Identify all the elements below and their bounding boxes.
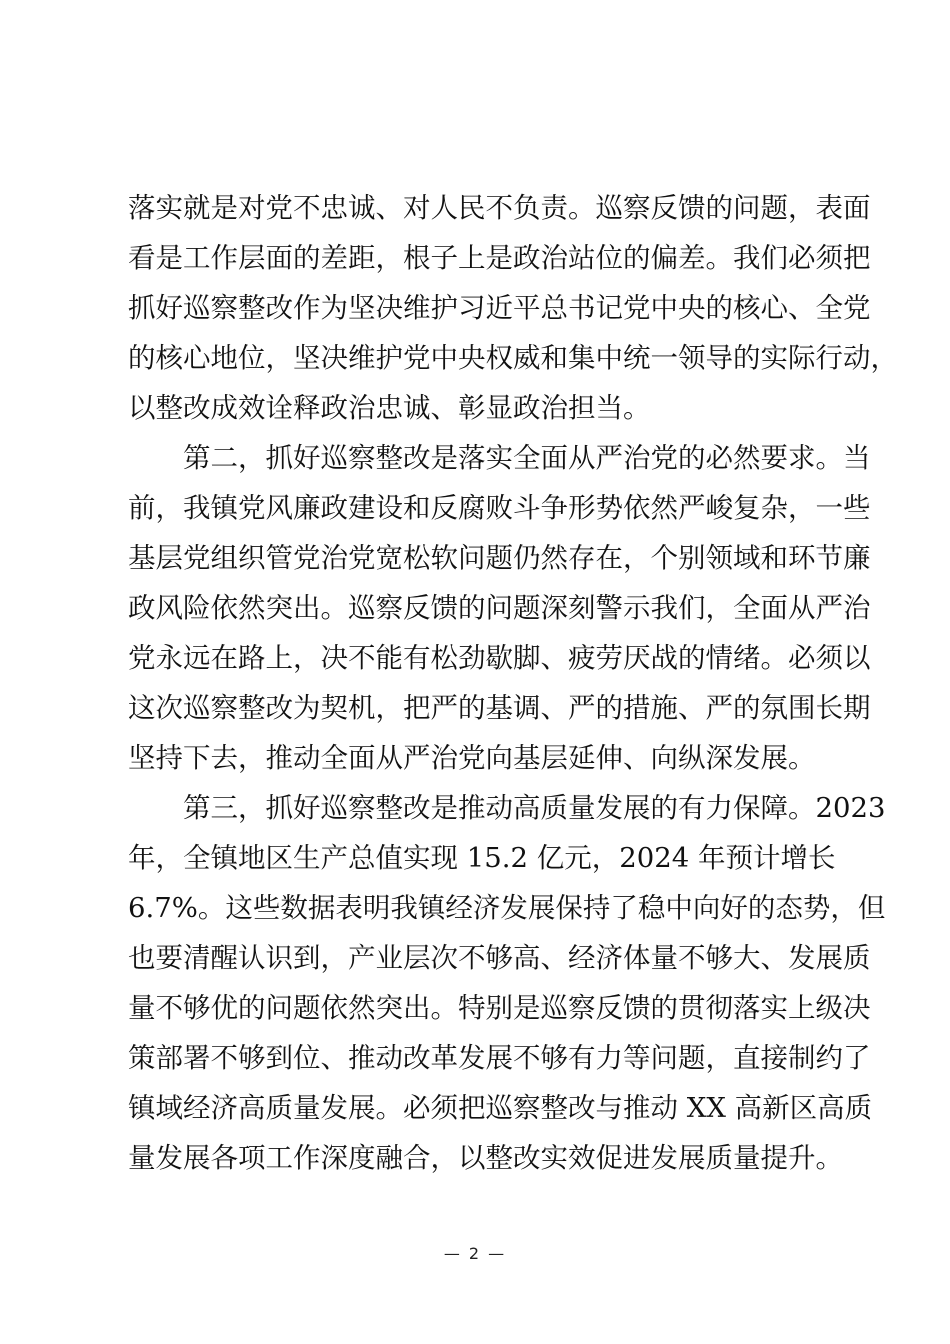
- text-line: 镇域经济高质量发展。必须把巡察整改与推动 XX 高新区高质: [128, 1092, 873, 1124]
- paragraph-loyalty: [128, 183, 898, 433]
- paragraph-development: [128, 783, 886, 1183]
- text-line: 的核心地位，坚决维护党中央权威和集中统一领导的实际行动，: [128, 342, 898, 374]
- text-line: 量发展各项工作深度融合，以整改实效促进发展质量提升。: [128, 1142, 843, 1174]
- page-number: — 2 —: [443, 1244, 507, 1263]
- text-line: 这次巡察整改为契机，把严的基调、严的措施、严的氛围长期: [128, 692, 871, 724]
- paragraph-party-discipline: [128, 433, 871, 783]
- text-line: 量不够优的问题依然突出。特别是巡察反馈的贯彻落实上级决: [128, 992, 871, 1024]
- text-line: 党永远在路上，决不能有松劲歇脚、疲劳厌战的情绪。必须以: [128, 642, 871, 674]
- text-line: 抓好巡察整改作为坚决维护习近平总书记党中央的核心、全党: [128, 292, 871, 324]
- text-line: 前，我镇党风廉政建设和反腐败斗争形势依然严峻复杂，一些: [128, 492, 871, 524]
- text-line: 第三，抓好巡察整改是推动高质量发展的有力保障。2023: [183, 792, 886, 824]
- text-line: 6.7%。这些数据表明我镇经济发展保持了稳中向好的态势，但: [128, 892, 886, 924]
- text-line: 也要清醒认识到，产业层次不够高、经济体量不够大、发展质: [128, 942, 871, 974]
- text-line: 基层党组织管党治党宽松软问题仍然存在，个别领域和环节廉: [128, 542, 871, 574]
- text-line: 政风险依然突出。巡察反馈的问题深刻警示我们，全面从严治: [128, 592, 871, 624]
- text-line: 第二，抓好巡察整改是落实全面从严治党的必然要求。当: [183, 442, 871, 474]
- text-line: 以整改成效诠释政治忠诚、彰显政治担当。: [128, 392, 651, 424]
- text-line: 年，全镇地区生产总值实现 15.2 亿元，2024 年预计增长: [128, 842, 836, 874]
- text-line: 坚持下去，推动全面从严治党向基层延伸、向纵深发展。: [128, 742, 816, 774]
- text-line: 落实就是对党不忠诚、对人民不负责。巡察反馈的问题，表面: [128, 192, 871, 224]
- text-line: 策部署不够到位、推动改革发展不够有力等问题，直接制约了: [128, 1042, 871, 1074]
- text-line: 看是工作层面的差距，根子上是政治站位的偏差。我们必须把: [128, 242, 871, 274]
